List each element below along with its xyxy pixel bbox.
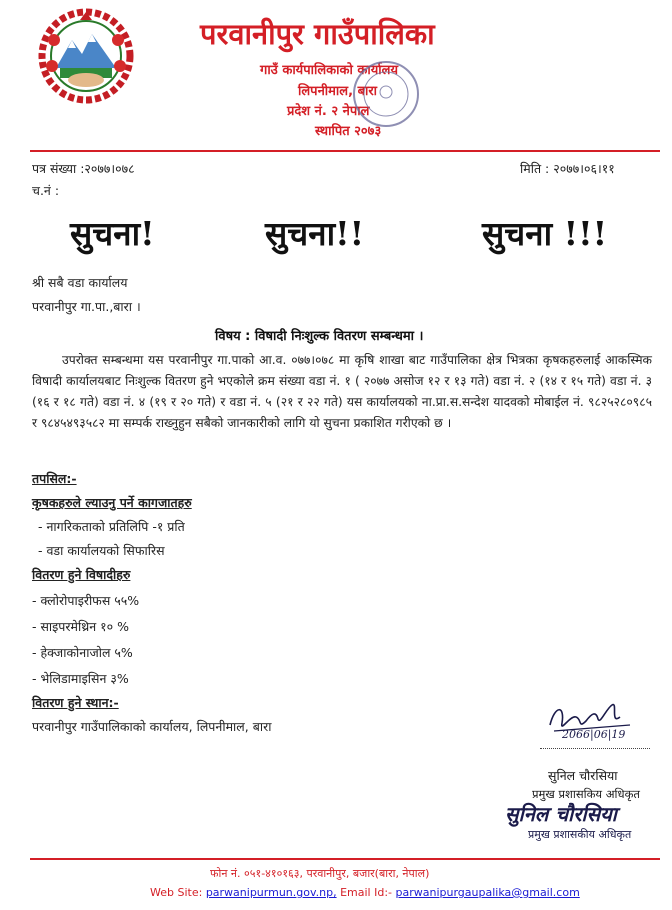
document-item-2: - वडा कार्यालयको सिफारिस <box>38 543 165 558</box>
distribution-place: परवानीपुर गाउँपालिकाको कार्यालय, लिपनीमाल, बारा <box>32 719 272 734</box>
name-stamp: सुनिल चौरसिया <box>505 802 617 826</box>
document-item-1: - नागरिकताको प्रतिलिपि -१ प्रति <box>38 519 185 534</box>
letter-number: पत्र संख्या :२०७७।०७८ <box>32 161 135 176</box>
signatory-name: सुनिल चौरसिया <box>548 768 618 783</box>
office-seal-stamp <box>348 58 424 130</box>
established-line: स्थापित २०७३ <box>315 124 382 139</box>
pesticide-item-4: - भेलिडामाइसिन ३% <box>32 671 129 686</box>
subject-line: विषय : विषादी निःशुल्क वितरण सम्बन्धमा । <box>215 329 424 344</box>
office-line: गाउँ कार्यपालिकाको कार्यालय <box>260 63 398 78</box>
title-stamp: प्रमुख प्रशासकीय अधिकृत <box>528 828 632 841</box>
recipient-line-2: परवानीपुर गा.पा.,बारा । <box>32 299 141 314</box>
municipality-title: परवानीपुर गाउँपालिका <box>200 17 435 51</box>
documents-heading: कृषकहरुले ल्याउनु पर्ने कागजातहरु <box>32 495 192 510</box>
distribution-place-heading: वितरण हुने स्थान:- <box>32 695 119 710</box>
nepal-emblem-logo <box>38 8 134 104</box>
body-paragraph <box>32 350 652 434</box>
pesticide-item-1: - क्लोरोपाइरीफस ५५% <box>32 593 140 608</box>
email-link[interactable]: parwanipurgaupalika@gmail.com <box>395 886 580 899</box>
letter-date: मिति : २०७७।०६।११ <box>520 161 615 176</box>
recipient-line-1: श्री सबै वडा कार्यालय <box>32 275 128 290</box>
place-line: लिपनीमाल, बारा <box>298 84 378 99</box>
province-line: प्रदेश नं. २ नेपाल <box>287 104 370 119</box>
signature-date: 2066|06|19 <box>562 728 626 741</box>
details-heading: तपसिल:- <box>32 471 77 486</box>
body-paragraph-text: उपरोक्त सम्बन्धमा यस परवानीपुर गा.पाको आ.व. ०७७।०७८ मा कृषि शाखा बाट गाउँपालिका क्षेत्र भित्रका कृषकहरुलाई आकस्मिक विषादी कार्यालयबाट निःशुल्क वितरण हुने भएकोले क्रम संख्या वडा नं. १ ( २०७७ असोज १२ र १३ गते) वडा नं. २ (१४ र १५ गते) वडा नं. ३ (१६ र १८ गते) वडा नं. ४ (१९ र २० गते) र वडा नं. ५ (२१ र २२ गते) यस कार्यालयको ना.प्रा.स.सन्देश यादवको मोबाईल नं. ९८२५२८०९८५ र ९८४५४९३५८२ मा सम्पर्क राख्नुहुन सबैको जानकारीको लागि यो सुचना प्रकाशित गरीएको छ । <box>32 353 652 430</box>
website-link[interactable]: parwanipurmun.gov.np, <box>205 886 337 899</box>
signatory-title: प्रमुख प्रशासकिय अधिकृत <box>532 787 640 801</box>
footer-divider <box>30 858 660 860</box>
footer-contact <box>150 886 580 899</box>
signature-dotted-line <box>540 748 650 749</box>
notice-heading-3: सुचना !!! <box>482 214 608 253</box>
handwritten-signature <box>540 695 650 755</box>
pesticide-item-2: - साइपरमेथ्रिन १० % <box>32 619 129 634</box>
pesticides-heading: वितरण हुने विषादीहरु <box>32 567 131 582</box>
header-divider <box>30 150 660 152</box>
reference-number: च.नं : <box>32 183 60 198</box>
web-label: Web Site: <box>150 886 206 899</box>
email-label: Email Id:- <box>336 886 396 899</box>
footer-phone: फोन नं. ०५१-४१०१६३, परवानीपुर, बजार(बारा, नेपाल) <box>210 867 430 880</box>
notice-heading-1: सुचना! <box>70 214 155 253</box>
pesticide-item-3: - हेक्जाकोनाजोल ५% <box>32 645 133 660</box>
notice-heading-2: सुचना!! <box>265 214 365 253</box>
